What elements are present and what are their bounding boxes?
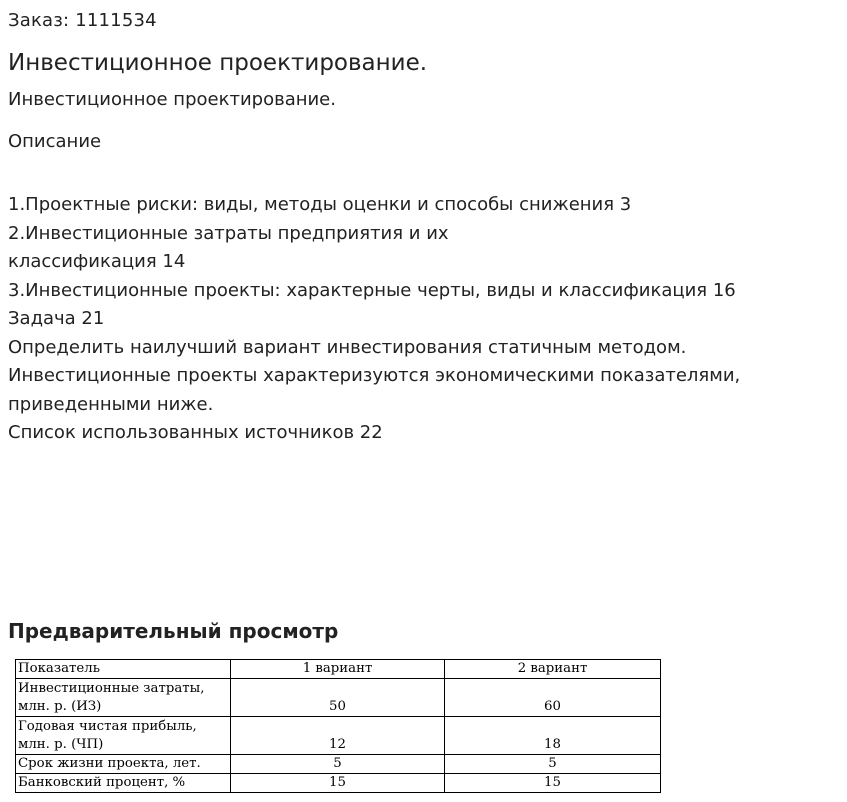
table-header-cell: 2 вариант (445, 660, 661, 679)
preview-heading: Предварительный просмотр (8, 619, 339, 643)
page-title: Инвестиционное проектирование. (8, 50, 428, 76)
table-header-row (16, 660, 661, 679)
table-cell: 12 (231, 717, 445, 755)
table-cell: 18 (445, 717, 661, 755)
description-heading: Описание (8, 131, 102, 152)
table-cell: Срок жизни проекта, лет. (16, 755, 231, 774)
description-line: Задача 21 (8, 308, 105, 329)
description-line: Определить наилучший вариант инвестирования статичным методом. (8, 336, 687, 358)
description-line: приведенными ниже. (8, 393, 214, 415)
table-row (16, 774, 661, 793)
description-line: классификация 14 (8, 251, 186, 272)
preview-table (15, 659, 661, 793)
order-number: Заказ: 1111534 (8, 10, 157, 31)
table-row (16, 679, 661, 717)
table-cell: 15 (445, 774, 661, 793)
table-row (16, 755, 661, 774)
table-cell: 15 (231, 774, 445, 793)
table-header-cell: Показатель (16, 660, 231, 679)
description-line: Инвестиционные проекты характеризуются экономическими показателями, (8, 365, 741, 386)
description-line: 2.Инвестиционные затраты предприятия и их (8, 222, 449, 244)
table-cell: 50 (231, 679, 445, 717)
description-body (8, 191, 808, 448)
description-line: 1.Проектные риски: виды, методы оценки и способы снижения 3 (8, 194, 632, 215)
table-cell: Инвестиционные затраты, млн. р. (ИЗ) (16, 679, 231, 717)
table-cell: 60 (445, 679, 661, 717)
table-cell: 5 (231, 755, 445, 774)
table-cell: Банковский процент, % (16, 774, 231, 793)
table-cell: 5 (445, 755, 661, 774)
page-subtitle: Инвестиционное проектирование. (8, 89, 336, 110)
table-header-cell: 1 вариант (231, 660, 445, 679)
description-line: 3.Инвестиционные проекты: характерные черты, виды и классификация 16 (8, 279, 736, 301)
table-cell: Годовая чистая прибыль, млн. р. (ЧП) (16, 717, 231, 755)
table-row (16, 717, 661, 755)
description-line: Список использованных источников 22 (8, 422, 383, 443)
